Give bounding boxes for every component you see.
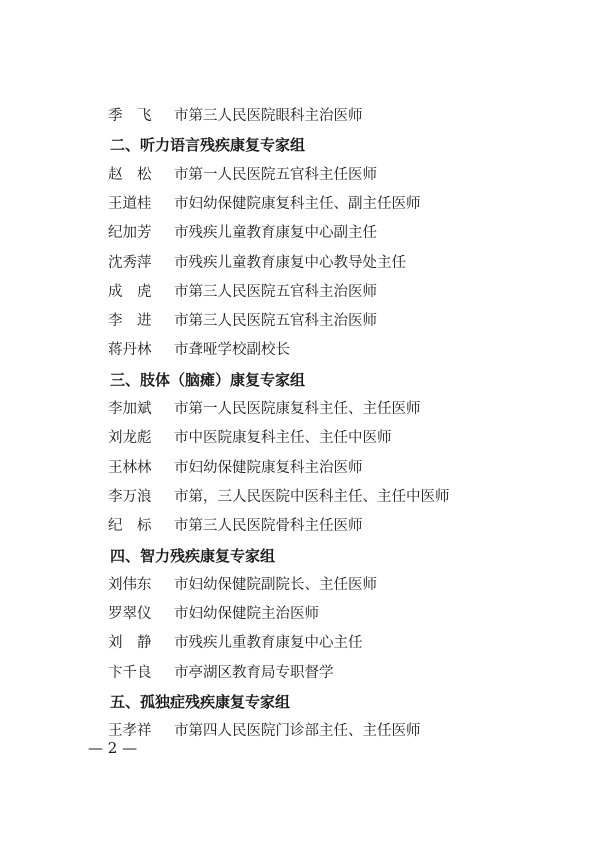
person-entry [108, 163, 377, 187]
person-name: 成 虎 [108, 284, 152, 300]
section-heading: 二、听力语言残疾康复专家组 [110, 136, 306, 154]
person-entry [108, 221, 377, 245]
person-title: 市残疾儿童教育康复中心副主任 [174, 225, 377, 241]
person-title: 市妇幼保健院康复科主治医师 [174, 460, 363, 476]
person-entry [108, 309, 377, 333]
person-title: 市第一人民医院五官科主任医师 [174, 167, 377, 183]
person-title: 市妇幼保健院主治医师 [174, 606, 319, 622]
person-title: 市第三人民医院五官科主治医师 [174, 284, 377, 300]
person-entry [108, 631, 363, 655]
person-name: 王道桂 [108, 196, 152, 212]
person-entry [108, 338, 290, 362]
person-name: 纪加芳 [108, 225, 152, 241]
person-entry [108, 426, 392, 450]
person-entry [108, 719, 421, 743]
person-title: 市第四人民医院门诊部主任、主任医师 [174, 723, 421, 739]
person-entry [108, 602, 319, 626]
person-name: 王孝祥 [108, 723, 152, 739]
person-title: 市第三人民医院眼科主治医师 [174, 108, 363, 124]
person-name: 卞千良 [108, 665, 152, 681]
person-entry [108, 573, 377, 597]
person-title: 市亭湖区教育局专职督学 [174, 665, 334, 681]
person-title: 市第三人民医院五官科主治医师 [174, 313, 377, 329]
person-title: 市中医院康复科主任、主任中医师 [174, 430, 392, 446]
section-heading: 三、肢体（脑瘫）康复专家组 [110, 371, 306, 389]
person-entry [108, 104, 363, 128]
person-entry [108, 485, 450, 509]
person-name: 刘 静 [108, 635, 152, 651]
person-name: 刘伟东 [108, 577, 152, 593]
person-title: 市第一人民医院康复科主任、主任医师 [174, 401, 421, 417]
person-name: 纪 标 [108, 518, 152, 534]
person-name: 李加斌 [108, 401, 152, 417]
person-entry [108, 514, 363, 538]
section-heading: 五、孤独症残疾康复专家组 [110, 693, 291, 711]
person-name: 季 飞 [108, 108, 152, 124]
person-entry [108, 280, 377, 304]
person-name: 李 进 [108, 313, 152, 329]
person-title: 市妇幼保健院康复科主任、副主任医师 [174, 196, 421, 212]
person-name: 罗翠仪 [108, 606, 152, 622]
person-title: 市残疾儿童教育康复中心教导处主任 [174, 255, 406, 271]
page-number: — 2 — [88, 739, 138, 757]
person-name: 蒋丹林 [108, 342, 152, 358]
person-name: 李万浪 [108, 489, 152, 505]
person-entry [108, 456, 363, 480]
person-entry [108, 397, 421, 421]
person-title: 市第三人民医院骨科主任医师 [174, 518, 363, 534]
person-entry [108, 251, 406, 275]
person-name: 赵 松 [108, 167, 152, 183]
person-title: 市残疾儿重教育康复中心主任 [174, 635, 363, 651]
person-name: 王林林 [108, 460, 152, 476]
person-entry [108, 661, 334, 685]
person-name: 刘龙彪 [108, 430, 152, 446]
person-title: 市聋哑学校副校长 [174, 342, 290, 358]
person-title: 市妇幼保健院副院长、主任医师 [174, 577, 377, 593]
person-title: 市第，三人民医院中医科主任、主任中医师 [174, 489, 450, 505]
person-name: 沈秀萍 [108, 255, 152, 271]
section-heading: 四、智力残疾康复专家组 [110, 547, 276, 565]
person-entry [108, 192, 421, 216]
